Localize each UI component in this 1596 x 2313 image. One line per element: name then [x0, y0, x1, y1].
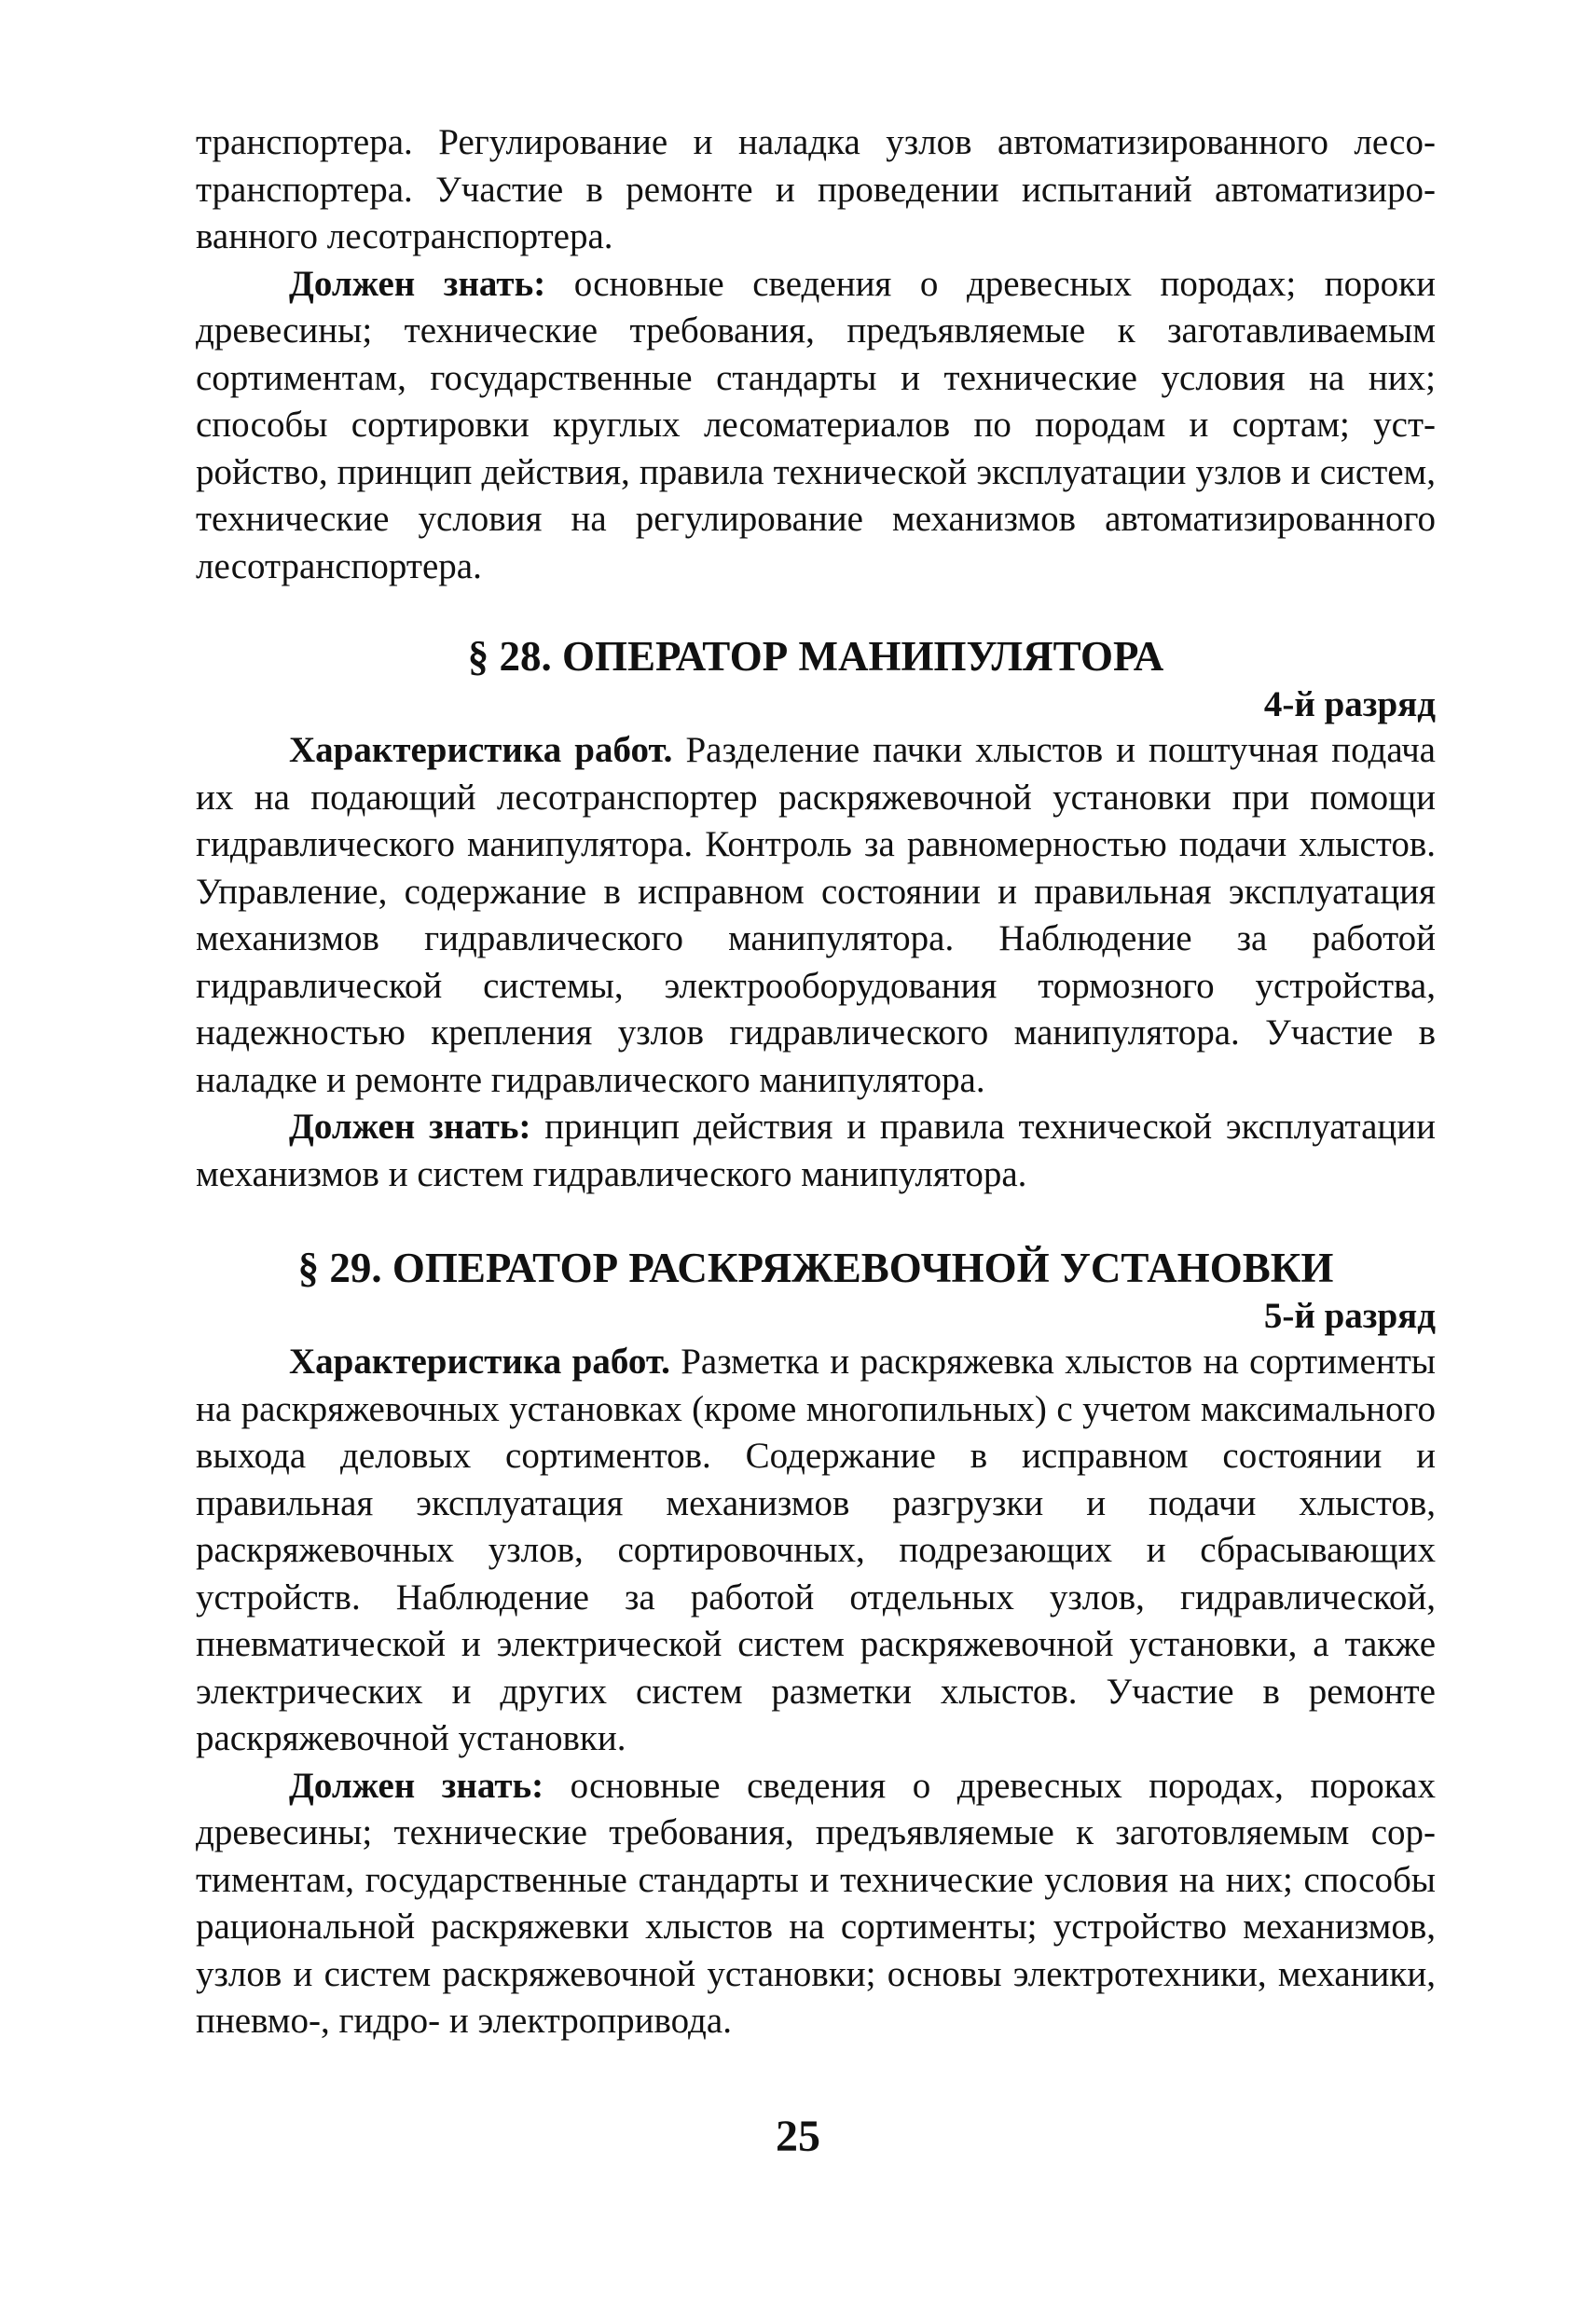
- section-28-work-text: Разделение пачки хлыстов и поштучная подача их на подающий лесотранспортер раскряжевочной установки при помощи гидравлического манипулятора. Контроль за равномерностью подачи хлыстов. Управление, содержание в исправном состоянии и правильная эксплуатация механизмов гидравлического манипулятора. Наблюдение за работой гидравлической системы, электрооборудования тормозного устройства, надежностью крепления узлов гидравлического манипулятора. Участие в наладке и ремонте гидравлического манипулятора.: [196, 730, 1436, 1100]
- intro-continuation-paragraph: [196, 119, 1436, 261]
- section-28-must-know-text: принцип действия и правила технической эксплуатации механизмов и систем гидравлического манипулятора.: [196, 1107, 1436, 1194]
- section-28-must-know-paragraph: [196, 1104, 1436, 1198]
- document-page: [196, 119, 1436, 2045]
- intro-continuation-text: транспортера. Регулирование и наладка узлов автоматизированного лесотранспортера. Участие в ремонте и проведении испытаний автоматизированного лесотранспортера.: [196, 122, 1436, 256]
- section-29-title: § 29. ОПЕРАТОР РАСКРЯЖЕВОЧНОЙ УСТАНОВКИ: [297, 1245, 1334, 1291]
- section-29-must-know-paragraph: [196, 1763, 1436, 2045]
- intro-must-know-paragraph: [196, 261, 1436, 591]
- section-28-work-paragraph: [196, 727, 1436, 1104]
- section-29-must-know-label: Должен знать:: [289, 1765, 544, 1806]
- page-number: 25: [776, 2112, 820, 2161]
- intro-must-know-label: Должен знать:: [289, 263, 546, 304]
- section-28-work-label: Характеристика работ.: [289, 730, 673, 770]
- section-28-must-know-label: Должен знать:: [289, 1107, 531, 1147]
- section-29-work-paragraph: [196, 1339, 1436, 1763]
- intro-must-know-text: основные сведения о древесных породах; пороки древесины; технические требования, предъявляемые к заготавливаемым сортиментам, государственные стандарты и технические условия на них; способы сортировки круглых лесоматериалов по породам и сортам; устройство, принцип действия, правила технической эксплуатации узлов и систем, технические условия на регулирование механизмов автоматизированного лесотранспортера.: [196, 263, 1436, 586]
- section-29-grade: 5-й разряд: [1263, 1296, 1436, 1336]
- section-29-work-label: Характеристика работ.: [289, 1342, 670, 1382]
- section-29-work-text: Разметка и раскряжевка хлыстов на сортименты на раскряжевочных установках (кроме многопильных) с учетом максимального выхода деловых сортиментов. Содержание в исправном состоянии и правильная эксплуатация механизмов разгрузки и подачи хлыстов, раскряжевочных узлов, сортировочных, подрезающих и сбрасывающих устройств. Наблюдение за работой отдельных узлов, гидравлической, пневматической и электрической систем раскряжевочной установки, а также электрических и других систем разметки хлыстов. Участие в ремонте раскряжевочной установки.: [196, 1342, 1436, 1758]
- section-28-grade: 4-й разряд: [1263, 684, 1436, 724]
- section-29-must-know-text: основные сведения о древесных породах, пороках древесины; технические требования, предъявляемые к заготовляемым сортиментам, государственные стандарты и технические условия на них; способы рациональной раскряжевки хлыстов на сортименты; устройство механизмов, узлов и систем раскряжевочной установки; основы электротехники, механики, пневмо-, гидро- и электропривода.: [196, 1765, 1436, 2041]
- section-28-title: § 28. ОПЕРАТОР МАНИПУЛЯТОРА: [467, 633, 1164, 680]
